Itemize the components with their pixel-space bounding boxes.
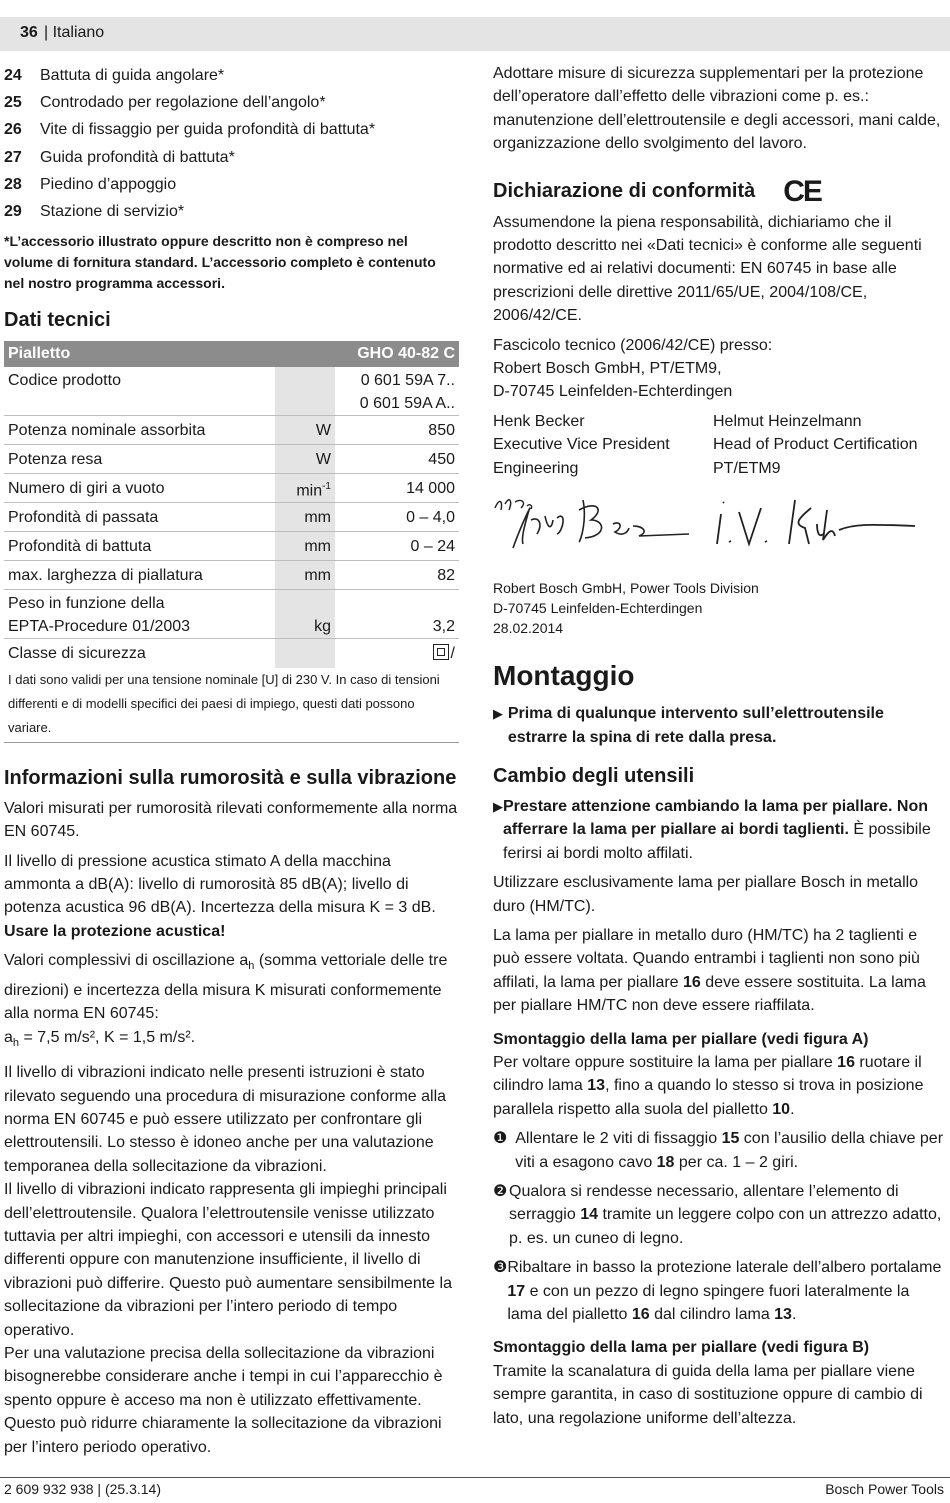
step-1-icon: ❶ bbox=[493, 1130, 508, 1148]
noise-p3: Valori complessivi di oscillazione $a_h$ (somma vettoriale delle tre direzioni) e incertezza della misura K misurati conformemente alla norma EN 60745: bbox=[4, 952, 448, 1023]
signer-1: Henk Becker Executive Vice President Engineering bbox=[493, 412, 670, 477]
list-item: 28 Piedino d’appoggio bbox=[4, 175, 177, 193]
montaggio-heading: Montaggio bbox=[493, 660, 635, 692]
specs-table bbox=[4, 341, 459, 668]
safety-class-value: / bbox=[335, 639, 459, 668]
header-bar bbox=[0, 17, 950, 51]
specs-header-left: Pialletto bbox=[4, 341, 335, 367]
double-insulation-icon bbox=[433, 644, 449, 660]
specs-header-row bbox=[4, 341, 459, 367]
company-line-2: D-70745 Leinfelden-Echterdingen bbox=[493, 600, 703, 617]
cambio-warning: ▶ Prestare attenzione cambiando la lama per piallare. Non afferrare la lama per piallare ai bordi taglienti. È possibile ferirsi ai bordi molto affilati. bbox=[493, 795, 945, 865]
conformity-heading: Dichiarazione di conformità CE bbox=[493, 174, 821, 208]
step-1: ❶ Allentare le 2 viti di fissaggio 15 con l’ausilio della chiave per viti a esagono cavo 18 per ca. 1 – 2 giri. bbox=[493, 1127, 945, 1174]
tech-file-address: D-70745 Leinfelden-Echterdingen bbox=[493, 383, 733, 401]
montaggio-warning: ▶ Prima di qualunque intervento sull’elettroutensile estrarre la spina di rete dalla presa. bbox=[493, 702, 945, 749]
hm-paragraph-1: Utilizzare esclusivamente lama per piallare Bosch in metallo duro (HM/TC). bbox=[493, 874, 919, 915]
list-item: 27 Guida profondità di battuta* bbox=[4, 148, 235, 166]
accessory-note: *L’accessorio illustrato oppure descritto non è compreso nel volume di fornitura standard. L’accessorio completo è contenuto nel nostro programma accessori. bbox=[4, 233, 436, 291]
list-item: 26 Vite di fissaggio per guida profondità di battuta* bbox=[4, 121, 376, 139]
specs-note: I dati sono validi per una tensione nominale [U] di 230 V. In caso di tensioni differenti e di modelli specifici dei paesi di impiego, questi dati possono variare. bbox=[4, 668, 459, 743]
signer-2: Helmut Heinzelmann Head of Product Certification PT/ETM9 bbox=[713, 412, 918, 477]
table-row: Classe di sicurezza / bbox=[4, 639, 459, 668]
table-row: Potenza resa W 450 bbox=[4, 445, 459, 474]
right-column bbox=[493, 62, 945, 1430]
noise-heading: Informazioni sulla rumorosità e sulla vibrazione bbox=[4, 766, 457, 789]
noise-p1: Valori misurati per rumorosità rilevati conformemente alla norma EN 60745. bbox=[4, 799, 458, 841]
table-row: Numero di giri a vuoto $\min^{-1}$ 14 000 bbox=[4, 474, 459, 503]
signers bbox=[493, 410, 945, 480]
triangle-bullet-icon: ▶ bbox=[493, 798, 503, 814]
smontaggio-b-heading: Smontaggio della lama per piallare (vedi figura B) bbox=[493, 1339, 870, 1357]
list-item: 24 Battuta di guida angolare* bbox=[4, 67, 225, 84]
smontaggio-a-heading: Smontaggio della lama per piallare (vedi figura A) bbox=[493, 1030, 869, 1048]
step-3-icon: ❸ bbox=[493, 1259, 508, 1277]
ce-mark-icon: CE bbox=[783, 174, 821, 208]
tech-file-company: Robert Bosch GmbH, PT/ETM9, bbox=[493, 360, 722, 378]
list-item: 25 Controdado per regolazione dell’angolo* bbox=[4, 94, 326, 112]
footer-rule bbox=[0, 1477, 950, 1478]
table-row: Profondità di passata mm 0 – 4,0 bbox=[4, 503, 459, 532]
dati-tecnici-heading: Dati tecnici bbox=[4, 309, 111, 332]
hm-paragraph-2: La lama per piallare in metallo duro (HM/TC) ha 2 taglienti e può essere voltata. Quando entrambi i taglienti non sono più affilati, la lama per piallare 16 deve essere sostituita. La lama per piallare HM/TC non deve essere riaffilata. bbox=[493, 926, 926, 1015]
table-row: Codice prodotto 0 601 59A 7.. 0 601 59A A.. bbox=[4, 367, 459, 416]
step-2: ❷ Qualora si rendesse necessario, allentare l’elemento di serraggio 14 tramite un leggere colpo con un attrezzo adatto, p. es. un cuneo di legno. bbox=[493, 1180, 945, 1250]
footer-doc-number: 2 609 932 938 | (25.3.14) bbox=[4, 1481, 161, 1497]
step-3: ❸ Ribaltare in basso la protezione laterale dell’albero portalame 17 e con un pezzo di legno spingere fuori lateralmente la lama del pialletto 16 dal cilindro lama 13. bbox=[493, 1256, 945, 1326]
company-date: 28.02.2014 bbox=[493, 620, 564, 637]
conformity-text: Assumendone la piena responsabilità, dichiariamo che il prodotto descritto nei «Dati tecnici» è conforme alle seguenti normative ed ai relativi documenti: EN 60745 in base alle prescrizioni delle direttive 2011/65/UE, 2004/108/CE, 2006/42/CE. bbox=[493, 213, 922, 325]
specs-header-right: GHO 40-82 C bbox=[335, 341, 459, 367]
tech-file-line: Fascicolo tecnico (2006/42/CE) presso: bbox=[493, 336, 773, 354]
table-row: max. larghezza di piallatura mm 82 bbox=[4, 561, 459, 590]
noise-p6: Per una valutazione precisa della sollecitazione da vibrazioni bisognerebbe considerare anche i tempi in cui l’apparecchio è spento oppure è acceso ma non è utilizzato effettivamente. Questo può ridurre chiaramente la sollecitazione da vibrazioni per l’intero periodo operativo. bbox=[4, 1345, 443, 1456]
vibration-protection-text: Adottare misure di sicurezza supplementari per la protezione dell’operatore dall’effetto delle vibrazioni come p. es.: manutenzione dell’elettroutensile e degli accessori, mani calde, organizzazione dello svolgimento del lavoro. bbox=[493, 65, 941, 153]
step-2-icon: ❷ bbox=[493, 1183, 508, 1200]
noise-p2: Il livello di pressione acustica stimato A della macchina ammonta a dB(A): livello di rumorosità 85 dB(A); livello di potenza acustica 96 dB(A). Incertezza della misura K = 3 dB. bbox=[4, 852, 436, 917]
table-row: Peso in funzione della EPTA-Procedure 01/2003 kg 3,2 bbox=[4, 590, 459, 639]
language-label: | Italiano bbox=[44, 24, 105, 41]
signatures-image bbox=[493, 480, 945, 578]
noise-p2-bold: Usare la protezione acustica! bbox=[4, 922, 226, 940]
page-number: 36 bbox=[20, 24, 38, 41]
table-row: Potenza nominale assorbita W 850 bbox=[4, 416, 459, 445]
table-row: Profondità di battuta mm 0 – 24 bbox=[4, 532, 459, 561]
parts-list bbox=[4, 62, 459, 225]
list-item: 29 Stazione di servizio* bbox=[4, 202, 185, 220]
footer-brand: Bosch Power Tools bbox=[825, 1481, 944, 1497]
smontaggio-b-text: Tramite la scanalatura di guida della lama per piallare viene sempre garantita, in caso di sostituzione oppure di cambio di lato, una regolazione uniforme dell’altezza. bbox=[493, 1362, 923, 1427]
noise-p4: Il livello di vibrazioni indicato nelle presenti istruzioni è stato rilevato seguendo una procedura di misurazione conforme alla norma EN 60745 e può essere utilizzato per confrontare gli elettroutensili. Lo stesso è idoneo anche per una valutazione temporanea della sollecitazione da vibrazioni. bbox=[4, 1064, 447, 1175]
smontaggio-a-text: Per voltare oppure sostituire la lama per piallare 16 ruotare il cilindro lama 13, fino a quando lo stesso si trova in posizione parallela rispetto alla suola del pialletto 10. bbox=[493, 1053, 924, 1118]
noise-p5: Il livello di vibrazioni indicato rappresenta gli impieghi principali dell’elettroutensile. Qualora l’elettroutensile venisse utilizzato tuttavia per altri impieghi, con accessori e utensili da innesto differenti oppure con manutenzione insufficiente, il livello di vibrazioni può differire. Questo può aumentare sensibilmente la sollecitazione da vibrazioni per l’intero periodo di tempo operativo. bbox=[4, 1181, 452, 1339]
cambio-heading: Cambio degli utensili bbox=[493, 764, 695, 787]
noise-formula: $a_h = 7,5$ m/s², K = 1,5 m/s². bbox=[4, 1028, 196, 1049]
handwritten-signatures bbox=[493, 480, 943, 578]
company-line-1: Robert Bosch GmbH, Power Tools Division bbox=[493, 580, 759, 597]
left-column bbox=[4, 62, 459, 1459]
triangle-bullet-icon: ▶ bbox=[493, 706, 503, 722]
